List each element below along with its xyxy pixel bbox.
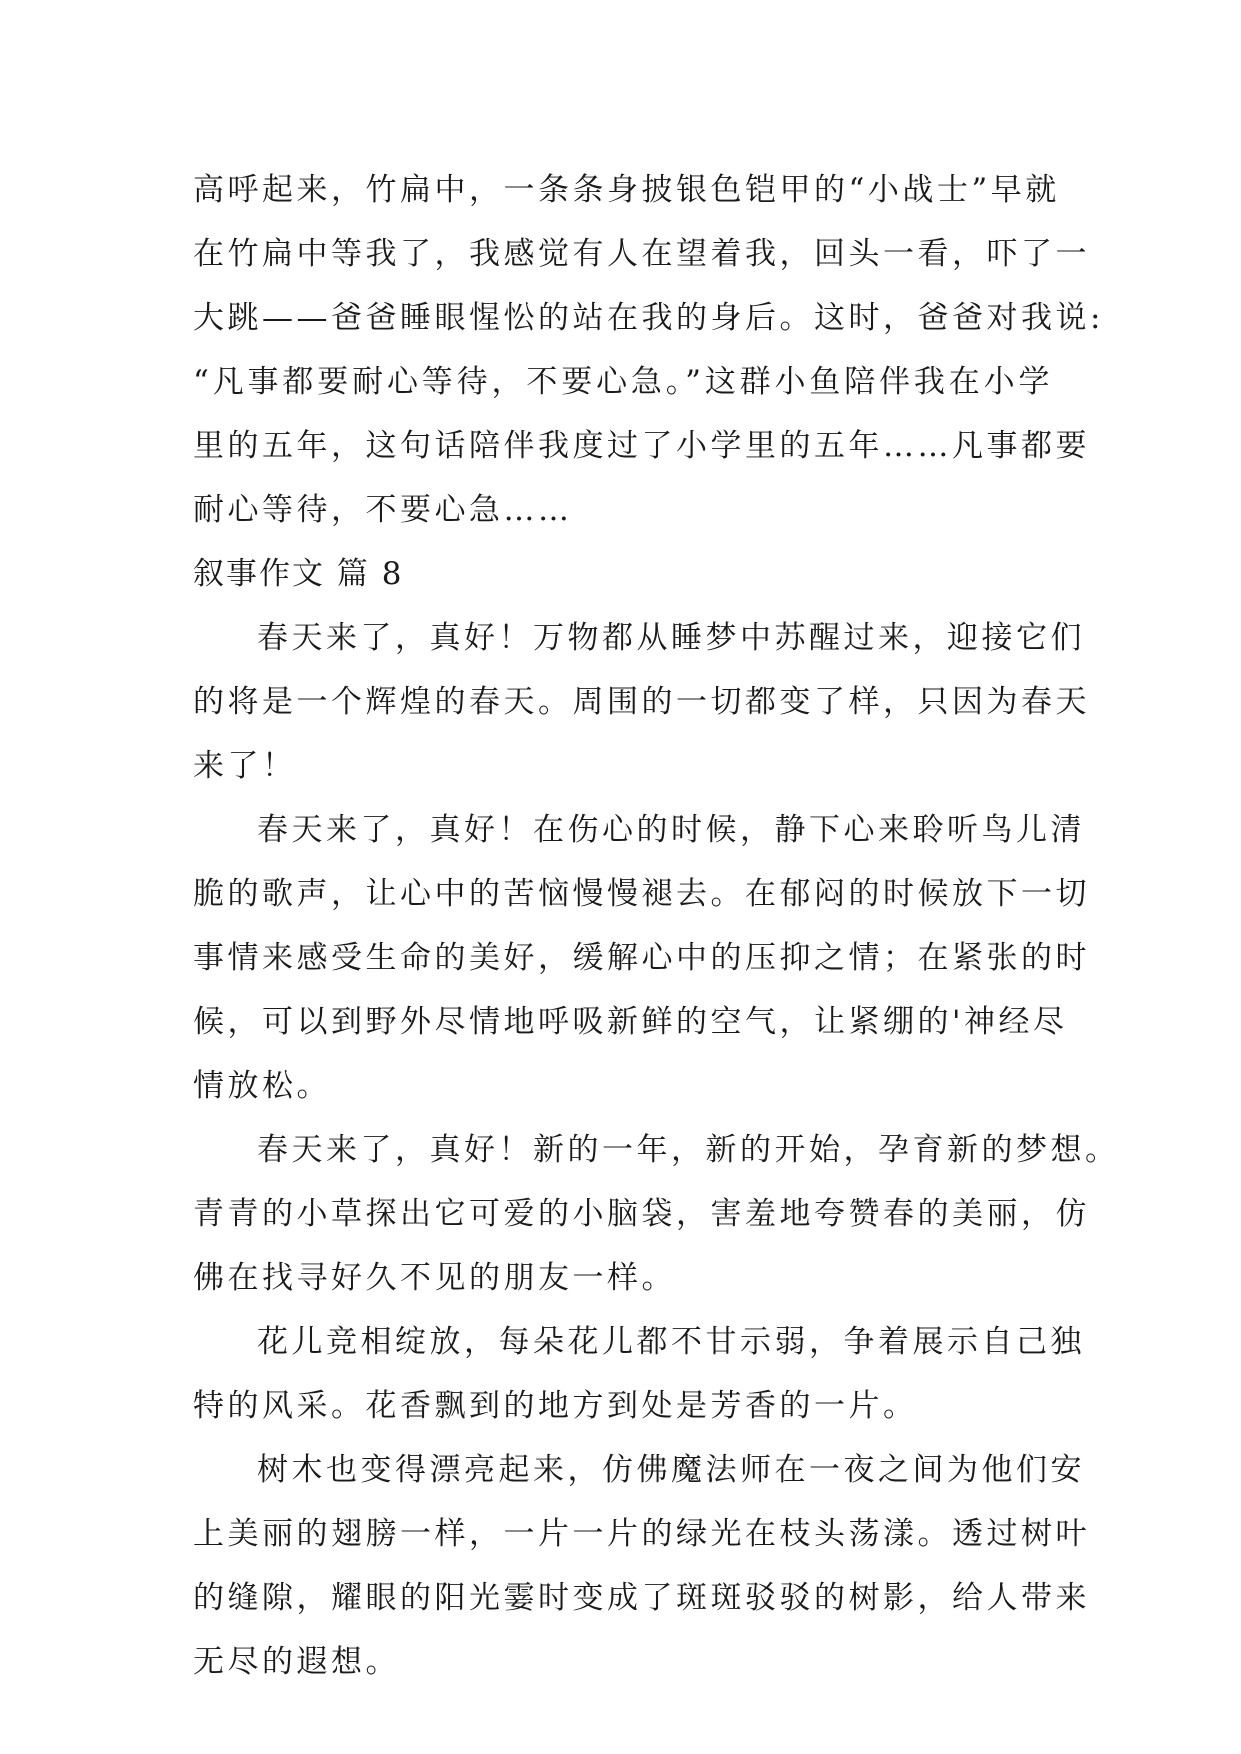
text-line: 青青的小草探出它可爱的小脑袋，害羞地夸赞春的美丽，仿 <box>193 1196 1090 1232</box>
text-line: 春天来了，真好！万物都从睡梦中苏醒过来，迎接它们 <box>257 620 1085 656</box>
section-heading: 叙事作文 篇 8 <box>193 556 404 592</box>
paragraph-2 <box>193 798 1090 1118</box>
text-line: 无尽的遐想。 <box>193 1644 400 1680</box>
text-line: 佛在找寻好久不见的朋友一样。 <box>193 1260 676 1296</box>
text-line: 大跳——爸爸睡眼惺忪的站在我的身后。这时，爸爸对我说: <box>193 300 1104 336</box>
paragraph-4 <box>193 1310 1085 1438</box>
text-line: 脆的歌声，让心中的苦恼慢慢褪去。在郁闷的时候放下一切 <box>193 876 1090 912</box>
text-line: 春天来了，真好！新的一年，新的开始，孕育新的梦想。 <box>257 1132 1120 1168</box>
text-line: 高呼起来，竹扁中，一条条身披银色铠甲的“小战士”早就 <box>193 172 1060 208</box>
text-line: 里的五年，这句话陪伴我度过了小学里的五年……凡事都要 <box>193 428 1090 464</box>
text-line: 特的风采。花香飘到的地方到处是芳香的一片。 <box>193 1388 918 1424</box>
text-line: 在竹扁中等我了，我感觉有人在望着我，回头一看，吓了一 <box>193 236 1090 272</box>
text-line: 候，可以到野外尽情地呼吸新鲜的空气，让紧绷的'神经尽 <box>193 1004 1068 1040</box>
text-line: 情放松。 <box>193 1068 331 1104</box>
paragraph-5 <box>193 1438 1090 1694</box>
text-line: 的缝隙，耀眼的阳光霎时变成了斑斑驳驳的树影，给人带来 <box>193 1580 1090 1616</box>
text-line: 树木也变得漂亮起来，仿佛魔法师在一夜之间为他们安 <box>257 1452 1085 1488</box>
continuation-paragraph <box>193 158 1104 542</box>
document-page <box>193 158 1120 1694</box>
text-line: 耐心等待，不要心急…… <box>193 492 573 528</box>
text-line: “凡事都要耐心等待，不要心急。”这群小鱼陪伴我在小学 <box>193 364 1053 400</box>
text-line: 花儿竞相绽放，每朵花儿都不甘示弱，争着展示自己独 <box>257 1324 1085 1360</box>
paragraph-1 <box>193 606 1090 798</box>
text-line: 春天来了，真好！在伤心的时候，静下心来聆听鸟儿清 <box>257 812 1085 848</box>
paragraph-3 <box>193 1118 1120 1310</box>
text-line: 上美丽的翅膀一样，一片一片的绿光在枝头荡漾。透过树叶 <box>193 1516 1090 1552</box>
text-line: 来了！ <box>193 748 297 784</box>
text-line: 事情来感受生命的美好，缓解心中的压抑之情；在紧张的时 <box>193 940 1090 976</box>
text-line: 的将是一个辉煌的春天。周围的一切都变了样，只因为春天 <box>193 684 1090 720</box>
